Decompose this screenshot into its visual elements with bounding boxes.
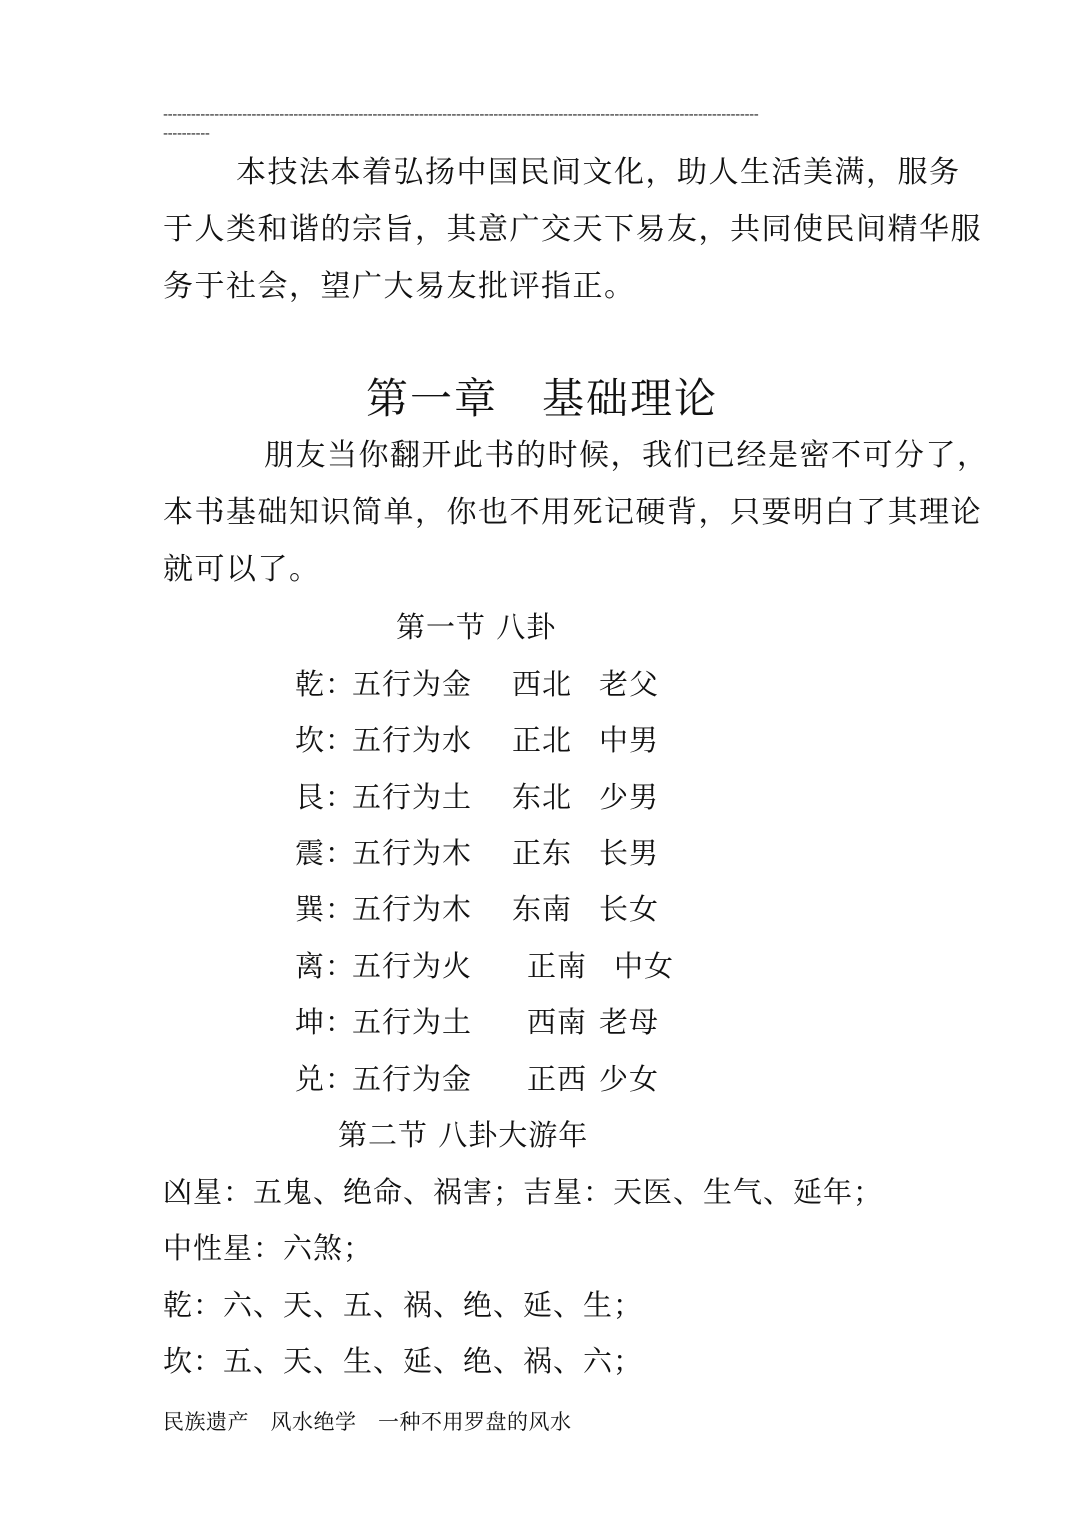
gua-element: 五行为水	[352, 723, 473, 757]
chapter-title: 第一章 基础理论	[366, 374, 719, 423]
intro-line-1: 本技法本着弘扬中国民间文化，助人生活美满，服务	[236, 155, 961, 190]
gua-label: 兑：	[295, 1062, 356, 1096]
gua-direction: 西南	[527, 1005, 588, 1039]
gua-person: 老母	[599, 1005, 660, 1039]
chapter-intro-line-3: 就可以了。	[163, 552, 321, 587]
gua-direction: 西北	[512, 667, 573, 701]
gua-direction: 东北	[512, 780, 573, 814]
gua-direction: 正北	[512, 723, 573, 757]
gua-person: 少男	[599, 780, 660, 814]
gua-element: 五行为木	[352, 836, 473, 870]
gua-element: 五行为土	[352, 1005, 473, 1039]
gua-label: 坤：	[295, 1005, 356, 1039]
gua-person: 老父	[599, 667, 660, 701]
gua-label: 坎：	[295, 723, 356, 757]
star-list-line: 坎：五、天、生、延、绝、祸、六；	[163, 1344, 644, 1378]
chapter-intro-line-2: 本书基础知识简单，你也不用死记硬背，只要明白了其理论	[163, 495, 982, 530]
separator-line: --------------------------------------------------------------------------------------------------------------------------------	[163, 108, 759, 122]
star-list-line: 乾：六、天、五、祸、绝、延、生；	[163, 1288, 644, 1322]
chapter-intro-line-1: 朋友当你翻开此书的时候，我们已经是密不可分了，	[264, 438, 989, 473]
gua-direction: 正西	[527, 1062, 588, 1096]
gua-element: 五行为木	[352, 892, 473, 926]
gua-element: 五行为土	[352, 780, 473, 814]
gua-element: 五行为金	[352, 667, 473, 701]
intro-line-3: 务于社会，望广大易友批评指正。	[163, 269, 636, 304]
page-footer: 民族遗产 风水绝学 一种不用罗盘的风水	[163, 1410, 572, 1434]
gua-label: 艮：	[295, 780, 356, 814]
gua-element: 五行为金	[352, 1062, 473, 1096]
gua-label: 震：	[295, 836, 356, 870]
star-list-line: 中性星：六煞；	[163, 1231, 374, 1265]
gua-person: 长男	[599, 836, 660, 870]
gua-person: 中女	[614, 949, 675, 983]
gua-label: 巽：	[295, 892, 356, 926]
gua-direction: 正东	[512, 836, 573, 870]
gua-direction: 正南	[527, 949, 588, 983]
section-title-bagua: 第一节 八卦	[396, 610, 557, 644]
gua-person: 中男	[599, 723, 660, 757]
gua-direction: 东南	[512, 892, 573, 926]
gua-person: 长女	[599, 892, 660, 926]
section-title-youyear: 第二节 八卦大游年	[338, 1118, 589, 1152]
gua-element: 五行为火	[352, 949, 473, 983]
gua-label: 乾：	[295, 667, 356, 701]
gua-label: 离：	[295, 949, 356, 983]
separator-line-continued: ----------	[163, 127, 210, 141]
star-list-line: 凶星：五鬼、绝命、祸害；吉星：天医、生气、延年；	[163, 1175, 884, 1209]
intro-line-2: 于人类和谐的宗旨，其意广交天下易友，共同使民间精华服	[163, 212, 982, 247]
gua-person: 少女	[599, 1062, 660, 1096]
